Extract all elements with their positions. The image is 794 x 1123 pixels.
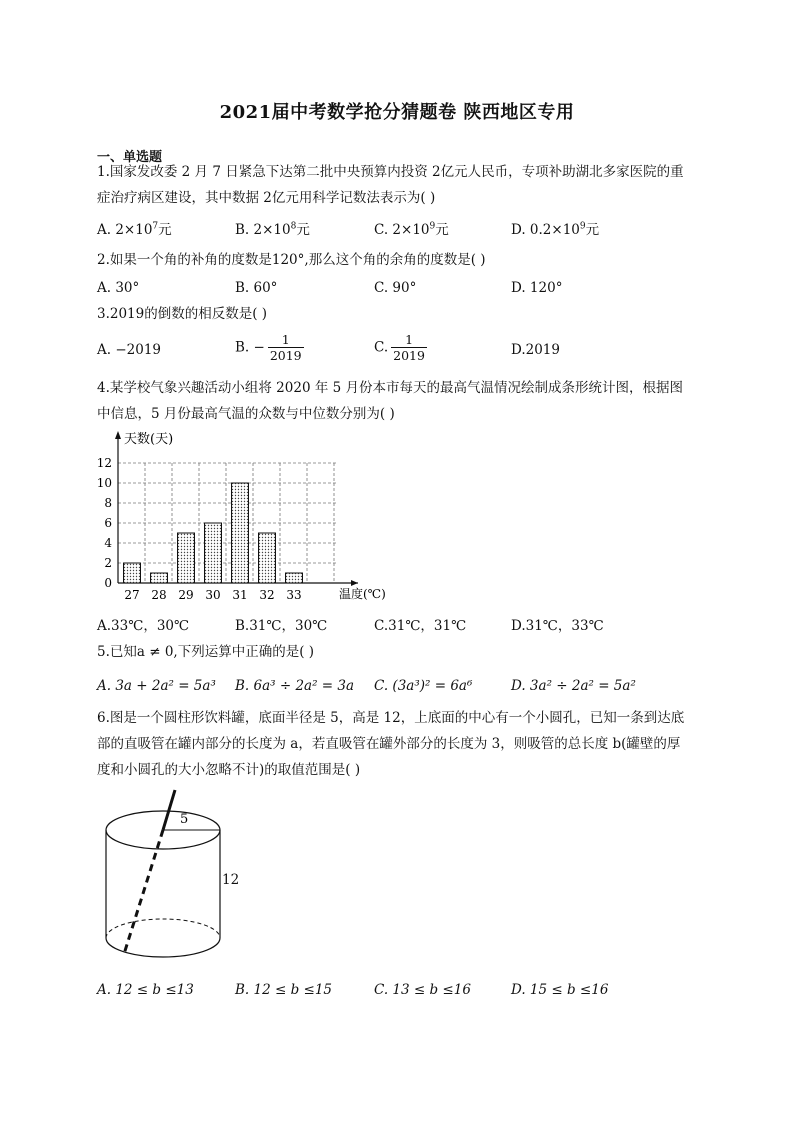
chart-xlabel: 温度(℃) xyxy=(339,587,386,601)
y-tick-label: 12 xyxy=(96,456,112,470)
radius-label: 5 xyxy=(180,812,189,827)
y-tick-label: 4 xyxy=(104,536,112,550)
q5-text: 5.已知a ≠ 0,下列运算中正确的是( ) xyxy=(97,644,315,660)
q5-option-d[interactable]: D. 3a² ÷ 2a² = 5a² xyxy=(511,678,636,694)
q2-option-a[interactable]: A. 30° xyxy=(97,280,140,296)
chart-bars xyxy=(124,483,303,583)
q1-option-a[interactable]: A. $2\times 10^7$元 xyxy=(97,221,172,238)
q4-option-d[interactable]: D.31℃，33℃ xyxy=(511,618,604,634)
x-tick-label: 27 xyxy=(124,588,140,602)
q6-text-line1: 6.图是一个圆柱形饮料罐，底面半径是 5，高是 12，上底面的中心有一个小圆孔，已知一条到达底 xyxy=(97,710,685,726)
chart-ylabel: 天数(天) xyxy=(124,432,174,447)
q3-option-c[interactable]: C. $\frac{1}{2019}$ xyxy=(374,332,425,363)
q1-option-c[interactable]: C. $2\times 10^9$元 xyxy=(374,221,449,238)
section-title: 一、单选题 xyxy=(97,150,163,165)
q6-option-c[interactable]: C. 13 ≤ b ≤16 xyxy=(374,982,471,998)
temperature-bar-chart xyxy=(90,425,400,605)
q1-option-b[interactable]: B. $2\times 10^8$元 xyxy=(235,221,310,238)
y-tick-label: 0 xyxy=(104,576,112,590)
q6-option-d[interactable]: D. 15 ≤ b ≤16 xyxy=(511,982,609,998)
bar-29 xyxy=(178,533,195,583)
q6-option-b[interactable]: B. 12 ≤ b ≤15 xyxy=(235,982,332,998)
bar-27 xyxy=(124,563,141,583)
q4-text-line1: 4.某学校气象兴趣活动小组将 2020 年 5 月份本市每天的最高气温情况绘制成条形统计图，根据图 xyxy=(97,380,683,396)
x-tick-label: 29 xyxy=(178,588,194,602)
page-title: 2021届中考数学抢分猜题卷 陕西地区专用 xyxy=(219,102,575,123)
x-tick-label: 31 xyxy=(232,588,248,602)
bar-32 xyxy=(259,533,276,583)
q6-text-line2: 部的直吸管在罐内部分的长度为 a，若直吸管在罐外部分的长度为 3，则吸管的总长度 b(罐壁的厚 xyxy=(97,736,681,752)
q2-option-b[interactable]: B. 60° xyxy=(235,280,278,296)
q4-option-c[interactable]: C.31℃，31℃ xyxy=(374,618,467,634)
q6-text-line3: 度和小圆孔的大小忽略不计)的取值范围是( ) xyxy=(97,762,361,778)
q2-option-d[interactable]: D. 120° xyxy=(511,280,563,296)
x-tick-label: 32 xyxy=(259,588,275,602)
q3-option-a[interactable]: A. −2019 xyxy=(97,342,161,358)
q4-options xyxy=(97,614,717,638)
q3-option-d[interactable]: D.2019 xyxy=(511,342,560,358)
x-axis-arrow xyxy=(351,580,358,586)
q6-option-a[interactable]: A. 12 ≤ b ≤13 xyxy=(97,982,194,998)
q1-text-line2: 症治疗病区建设，其中数据 2亿元用科学记数法表示为( ) xyxy=(97,190,436,206)
y-tick-label: 10 xyxy=(96,476,112,490)
x-tick-label: 30 xyxy=(205,588,221,602)
q4-text-line2: 中信息，5 月份最高气温的众数与中位数分别为( ) xyxy=(97,406,395,422)
q6-options xyxy=(97,978,717,1002)
q5-option-a[interactable]: A. 3a + 2a² = 5a³ xyxy=(97,678,216,694)
bar-33 xyxy=(286,573,303,583)
straw-outside xyxy=(163,790,175,830)
q3-option-b[interactable]: B. − $\frac{1}{2019}$ xyxy=(235,332,302,363)
y-tick-label: 8 xyxy=(104,496,112,510)
q4-option-b[interactable]: B.31℃，30℃ xyxy=(235,618,328,634)
bar-30 xyxy=(205,523,222,583)
x-tick-label: 28 xyxy=(151,588,167,602)
bar-28 xyxy=(151,573,168,583)
q5-option-c[interactable]: C. (3a³)² = 6a⁶ xyxy=(374,678,473,694)
q4-option-a[interactable]: A.33℃，30℃ xyxy=(97,618,190,634)
bar-31 xyxy=(232,483,249,583)
x-tick-label: 33 xyxy=(286,588,302,602)
q2-text: 2.如果一个角的补角的度数是120°,那么这个角的余角的度数是( ) xyxy=(97,252,486,268)
q1-text-line1: 1.国家发改委 2 月 7 日紧急下达第二批中央预算内投资 2亿元人民币，专项补助湖北多家医院的重 xyxy=(97,164,684,180)
y-tick-label: 6 xyxy=(104,516,112,530)
cylinder-bottom-front-arc xyxy=(106,938,220,957)
q2-options xyxy=(97,276,717,300)
q3-text: 3.2019的倒数的相反数是( ) xyxy=(97,306,268,322)
chart-grid xyxy=(118,463,336,583)
y-axis-arrow xyxy=(115,431,121,439)
q2-option-c[interactable]: C. 90° xyxy=(374,280,417,296)
y-tick-label: 2 xyxy=(104,556,112,570)
cylinder-bottom-back-arc xyxy=(106,919,220,938)
q3-options xyxy=(97,332,717,368)
q5-options xyxy=(97,674,717,698)
q1-option-d[interactable]: D. $0.2\times 10^9$元 xyxy=(511,221,600,238)
q5-option-b[interactable]: B. 6a³ ÷ 2a² = 3a xyxy=(235,678,355,694)
q1-options xyxy=(97,218,717,242)
height-label: 12 xyxy=(222,872,240,888)
